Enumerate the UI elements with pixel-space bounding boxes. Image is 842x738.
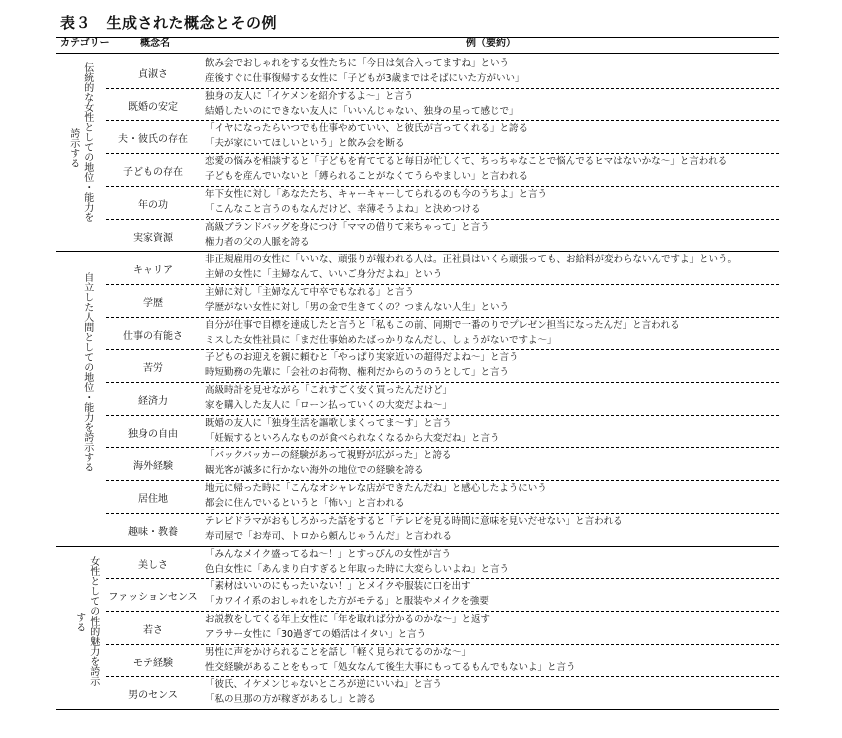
example-text: 恋愛の悩みを相談すると「子どもを育ててると毎日が忙しくて、ちっちゃなことで悩んでるヒマはないかな～」と言われる [205, 156, 728, 168]
example-text: 飲み会でおしゃれをする女性たちに「今日は気合入ってますね」という [205, 58, 510, 69]
row-separator [106, 120, 779, 121]
concept-name: 既婚の安定 [128, 101, 178, 113]
concept-name: 若さ [143, 624, 163, 636]
row-separator [106, 480, 779, 481]
example-text: 「夫が家にいてほしいという」と飲み会を断る [205, 138, 405, 150]
example-text: 自分が仕事で目標を達成したと言うと「私もこの前、同期で一番のりでプレゼン担当になったんだ」と言われる [205, 319, 680, 331]
concept-name: 独身の自由 [128, 428, 178, 440]
example-text: 「彼氏、イケメンじゃないところが逆にいいね」と言う [205, 679, 442, 691]
row-separator [106, 447, 779, 448]
example-text: 子どものお迎えを親に頼むと「やっぱり実家近いの超得だよね～」と言う [205, 352, 519, 364]
concept-name: ファッションセンス [108, 592, 198, 604]
row-separator [106, 676, 779, 677]
example-text: 子どもを産んでいないと「縛られることがなくてうらやましい」と言われる [205, 171, 529, 183]
example-text: 非正規雇用の女性に「いいな、頑張りが報われる人は。正社員はいくら頑張っても、お給料が変わらないんですよ」という。 [205, 254, 738, 266]
row-separator [106, 284, 779, 285]
concept-name: キャリア [133, 265, 173, 277]
concept-name: 学歴 [143, 297, 163, 309]
concept-name: 海外経験 [133, 461, 173, 473]
example-text: 家を購入した友人に「ローン払っていくの大変だよね～」 [205, 400, 452, 411]
example-text: 「バックパッカーの経験があって視野が広がった」と誇る [205, 450, 452, 462]
concept-name: 苦労 [143, 363, 163, 375]
example-text: 年下女性に対し「あなたたち、キャーキャーしてられるのも今のうちよ」と言う [205, 188, 548, 200]
example-text: 寿司屋で「お寿司、トロから頼んじゃうんだ」と言われる [205, 530, 453, 542]
concept-name: モテ経験 [133, 657, 173, 669]
header-category: カテゴリー [60, 38, 110, 49]
table-title: 表３ 生成された概念とその例 [60, 14, 278, 32]
row-separator [106, 578, 779, 579]
example-text: 「カワイイ系のおしゃれをした方がモテる」と服装やメイクを強要 [205, 596, 489, 608]
category-1-label-col1: 伝統的な女性としての地位・能力を [81, 62, 93, 222]
example-text: 結婚したいのにできない友人に「いいんじゃない、独身の星って感じで」 [205, 105, 519, 117]
concept-name: 美しさ [138, 559, 168, 571]
example-text: 「イヤになったらいつでも仕事やめていい、と彼氏が言ってくれる」と誇る [205, 123, 529, 135]
example-text: 都会に住んでいるというと「怖い」と言われる [205, 498, 405, 510]
example-text: お説教をしてくる年上女性に「年を取れば分かるのかな～」と返す [205, 613, 491, 625]
example-text: 「私の旦那の方が稼ぎがあるし」と誇る [205, 694, 377, 706]
category-3-label-col2: する [73, 612, 85, 632]
category-separator [56, 251, 779, 252]
example-text: 「素材はいいのにもったいない！」とメイクや服装に口を出す [205, 581, 471, 593]
example-text: 既婚の友人に「独身生活を謳歌しまくってま～す」と言う [205, 417, 452, 429]
example-text: 主婦の女性に「主婦なんて、いいご身分だよね」という [205, 269, 443, 281]
example-text: 産後すぐに仕事復帰する女性に「子どもが3歳まではそばにいた方がいい」 [205, 73, 525, 84]
header-bottom-rule [56, 53, 779, 54]
example-text: 学歴がない女性に対し「男の金で生きてくの？つまんない人生」という [205, 301, 510, 313]
example-text: 色白女性に「あんまり白すぎると年取った時に大変らしいよね」と言う [205, 563, 510, 575]
concept-name: 年の功 [138, 199, 168, 211]
example-text: 高級時計を見せながら「これすごく安く買ったんだけど」 [205, 385, 453, 396]
concept-name: 子どもの存在 [123, 167, 183, 179]
example-text: 「こんなこと言うのもなんだけど、幸薄そうよね」と決めつける [205, 203, 481, 215]
example-text: 高級ブランドバッグを身につけ「ママの借りて来ちゃって」と言う [205, 221, 490, 233]
concept-name: 居住地 [138, 494, 168, 506]
example-text: 男性に声をかけられることを話し「軽く見られてるのかな～」 [205, 646, 472, 658]
concept-name: 経済力 [138, 396, 168, 407]
row-separator [106, 611, 779, 612]
concept-name: 趣味・教養 [128, 526, 178, 538]
concept-name: 仕事の有能さ [123, 330, 183, 342]
category-1-label-col2: 誇示する [67, 128, 79, 168]
table-bottom-rule [56, 709, 779, 710]
concept-name: 実家資源 [133, 232, 173, 244]
example-text: 地元に帰った時に「こんなオシャレな店ができたんだね」と感心したようにいう [205, 483, 547, 495]
example-text: 観光客が滅多に行かない海外の地位での経験を誇る [205, 465, 424, 477]
example-text: テレビドラマがおもしろかった話をすると「テレビを見る時間に意味を見いだせない」と言われる [205, 515, 623, 527]
row-separator [106, 382, 779, 383]
example-text: 時短勤務の先輩に「会社のお荷物、権利だからのうのうとして」と言う [205, 367, 510, 379]
example-text: 主婦に対し「主婦なんて中卒でもなれる」と言う [205, 286, 415, 298]
example-text: 権力者の父の人脈を誇る [205, 236, 310, 248]
example-text: 性交経験があることをもって「処女なんて後生大事にもってるもんでもないよ」と言う [205, 661, 576, 673]
category-3-label-col1: 女性としての性的魅力を誇示 [87, 556, 99, 686]
concept-name: 夫・彼氏の存在 [118, 134, 188, 146]
concept-name: 男のセンス [128, 690, 178, 702]
header-example: 例（要約） [466, 38, 516, 49]
row-separator [106, 153, 779, 154]
category-2-label: 自立した人間としての地位・能力を誇示する [81, 272, 93, 472]
example-text: アラサー女性に「30過ぎての婚活はイタい」と言う [205, 628, 427, 640]
row-separator [106, 349, 779, 350]
concept-name: 貞淑さ [138, 69, 168, 80]
example-text: 独身の友人に「イケメンを紹介するよ～」と言う [205, 90, 414, 102]
example-text: 「妊娠するといろんなものが食べられなくなるから大変だね」と言う [205, 432, 500, 444]
example-text: 「みんなメイク盛ってるね～！」とすっぴんの女性が言う [205, 548, 452, 560]
example-text: ミスした女性社員に「まだ仕事始めたばっかりなんだし、しょうがないですよ～」 [205, 334, 557, 346]
header-concept: 概念名 [140, 38, 170, 49]
